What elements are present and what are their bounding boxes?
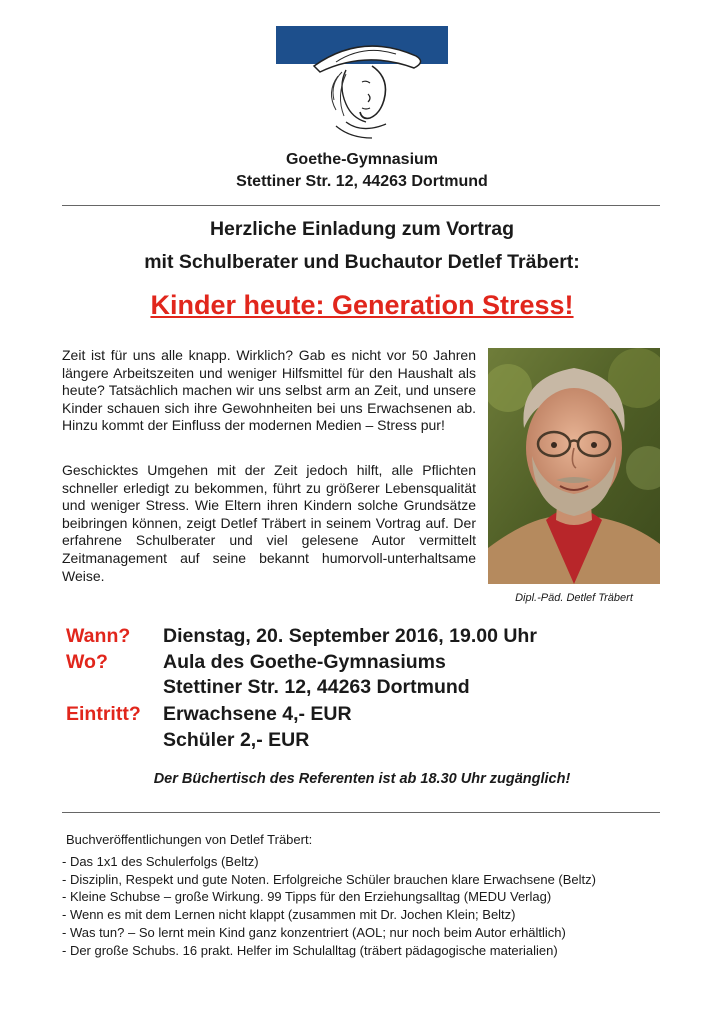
lecture-title: Kinder heute: Generation Stress! xyxy=(150,290,574,320)
book-table-note: Der Büchertisch des Referenten ist ab 18.30 Uhr zugänglich! xyxy=(153,771,571,787)
where-value-address: Stettiner Str. 12, 44263 Dortmund xyxy=(163,676,470,698)
list-item: - Kleine Schubse – große Wirkung. 99 Tipps für den Erziehungsalltag (MEDU Verlag) xyxy=(62,889,552,905)
when-value: Dienstag, 20. September 2016, 19.00 Uhr xyxy=(163,625,537,647)
fee-label: Eintritt? xyxy=(66,703,141,725)
intro-paragraph: Zeit ist für uns alle knapp. Wirklich? Gab es nicht vor 50 Jahren längere Arbeitszeiten und weniger Hilfsmittel für den Haushalt als heute? Tatsächlich machen wir uns selbst arm an Zeit, und unsere Kinder schauen sich ihre Gewohnheiten bei uns Erwachsenen ab. Hinzu kommt der Einfluss der modernen Medien – Stress pur! xyxy=(62,347,476,434)
goethe-portrait-icon xyxy=(276,26,448,140)
list-item: - Wenn es mit dem Lernen nicht klappt (zusammen mit Dr. Jochen Klein; Beltz) xyxy=(62,907,516,923)
speaker-photo xyxy=(488,348,660,584)
list-item: - Das 1x1 des Schulerfolgs (Beltz) xyxy=(62,854,259,869)
invitation-line-1: Herzliche Einladung zum Vortrag xyxy=(209,218,515,240)
publications-list xyxy=(62,853,596,959)
list-item: - Der große Schubs. 16 prakt. Helfer im Schulalltag (träbert pädagogische materialien) xyxy=(62,942,558,958)
fee-value-adults: Erwachsene 4,- EUR xyxy=(163,703,352,725)
detail-paragraph: Geschicktes Umgehen mit der Zeit jedoch hilft, alle Pflichten schneller erledigt zu bekommen, führt zu größerer Lebensqualität und weniger Stress. Wie Eltern ihren Kindern solche Grundsätze beibringen können, zeigt Detlef Träbert in seinem Vortrag auf. Der erfahrene Schulberater und viel gelesene Autor vermittelt Zeitmanagement auf seine bekannt humorvoll-unterhaltsame Weise. xyxy=(62,462,476,584)
list-item: - Was tun? – So lernt mein Kind ganz konzentriert (AOL; nur noch beim Autor erhältlich) xyxy=(62,924,566,940)
fee-value-students: Schüler 2,- EUR xyxy=(163,729,310,751)
school-address: Stettiner Str. 12, 44263 Dortmund xyxy=(236,173,488,190)
where-label: Wo? xyxy=(66,651,108,673)
when-label: Wann? xyxy=(66,625,131,647)
list-item: - Disziplin, Respekt und gute Noten. Erfolgreiche Schüler brauchen klare Erwachsene (Beltz) xyxy=(62,871,596,887)
school-name: Goethe-Gymnasium xyxy=(285,151,439,168)
divider xyxy=(62,205,660,206)
publications-heading: Buchveröffentlichungen von Detlef Träbert: xyxy=(66,832,313,847)
photo-caption: Dipl.-Päd. Detlef Träbert xyxy=(515,592,633,604)
divider-lower xyxy=(62,812,660,813)
where-value-venue: Aula des Goethe-Gymnasiums xyxy=(163,651,446,673)
invitation-line-2: mit Schulberater und Buchautor Detlef Träbert: xyxy=(144,251,580,273)
